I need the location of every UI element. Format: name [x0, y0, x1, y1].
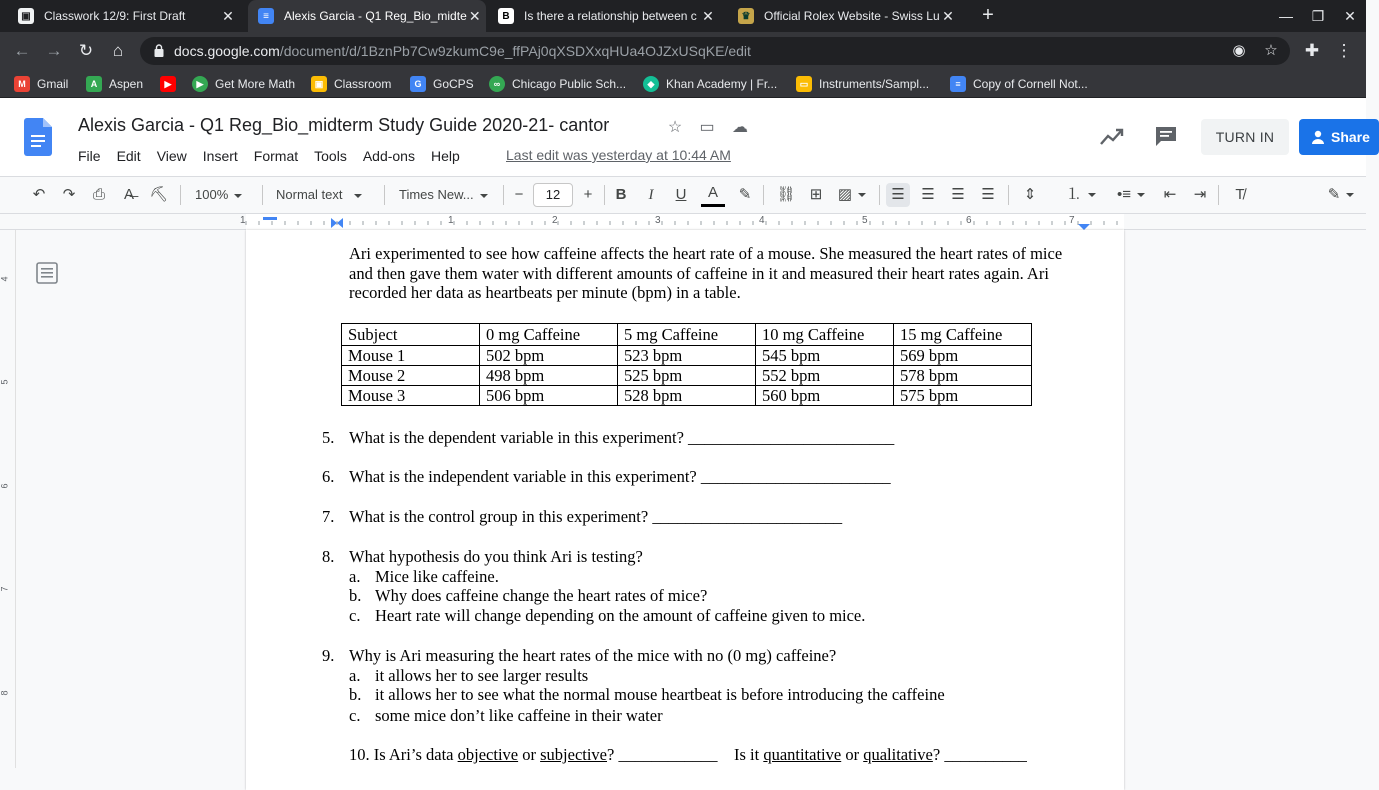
add-person-icon [1311, 129, 1327, 145]
table-header-cell: 15 mg Caffeine [894, 324, 1032, 346]
table-cell: 528 bpm [618, 386, 756, 406]
formatting-toolbar [0, 176, 1366, 214]
new-tab-button[interactable]: + [982, 4, 994, 26]
clear-formatting-icon[interactable]: T̸ [1235, 186, 1245, 203]
table-cell: 575 bpm [894, 386, 1032, 406]
toolbar-separator [1008, 185, 1009, 205]
rolex-icon: ♛ [738, 8, 754, 24]
table-header-cell: 0 mg Caffeine [480, 324, 618, 346]
extensions-icon[interactable]: ✚ [1304, 41, 1320, 60]
brainly-icon: B [498, 8, 514, 24]
tab-title: Is there a relationship between c [524, 9, 697, 23]
toolbar-separator [879, 185, 880, 205]
chevron-down-icon [1137, 193, 1145, 197]
ruler-number: 4 [759, 215, 765, 226]
align-right-icon[interactable]: ☰ [951, 186, 965, 203]
ruler-number: 7 [0, 586, 10, 592]
tab-relationship[interactable] [488, 0, 726, 32]
gocps-icon: G [410, 76, 426, 92]
chevron-down-icon [1088, 193, 1096, 197]
toolbar-separator [503, 185, 504, 205]
question-number: 8. [322, 547, 335, 566]
ruler-number: 5 [0, 379, 10, 385]
add-comment-icon[interactable]: ⊞ [809, 186, 823, 203]
answer-option: a. Mice like caffeine. [349, 567, 499, 586]
bookmark-classroom[interactable]: ▣ Classroom [311, 76, 391, 92]
minimize-icon[interactable]: — [1279, 8, 1293, 24]
close-tab-icon[interactable]: ✕ [468, 7, 481, 24]
comment-history-icon[interactable] [1154, 125, 1178, 147]
bulleted-list-icon[interactable]: •≡ [1110, 183, 1152, 207]
question-text: What is the independent variable in this experiment? _______________________ [349, 467, 891, 486]
question-7 [322, 507, 842, 527]
bookmark-cps[interactable]: ∞ Chicago Public Sch... [489, 76, 626, 92]
classroom-icon: ▣ [311, 76, 327, 92]
align-justify-icon[interactable]: ☰ [981, 186, 995, 203]
move-folder-icon[interactable]: ▭ [699, 119, 715, 136]
chevron-down-icon [1346, 193, 1354, 197]
toolbar-separator [763, 185, 764, 205]
ruler-number: 1 [448, 215, 454, 226]
align-left-icon[interactable]: ☰ [886, 183, 910, 207]
gmail-icon: M [14, 76, 30, 92]
answer-option: c. some mice don’t like caffeine in their water [349, 706, 663, 725]
forward-icon[interactable]: → [45, 41, 63, 60]
question-number: 9. [322, 646, 335, 665]
increase-indent-icon[interactable]: ⇥ [1193, 186, 1207, 203]
ruler-track [240, 214, 1124, 230]
question-text: Why is Ari measuring the heart rates of the mice with no (0 mg) caffeine? [349, 646, 837, 665]
bookmark-cornell[interactable]: ≡ Copy of Cornell Not... [950, 76, 1088, 92]
insert-image-icon[interactable]: ▨ [834, 183, 870, 207]
bookmark-gocps[interactable]: G GoCPS [410, 76, 474, 92]
table-cell: Mouse 1 [342, 346, 480, 366]
table-row [342, 346, 1032, 366]
reload-icon[interactable]: ↻ [78, 41, 94, 60]
chevron-down-icon [480, 194, 488, 198]
paint-format-icon[interactable]: ⛏ [149, 186, 169, 203]
ruler-number: 3 [655, 215, 661, 226]
ruler-number: 7 [1069, 215, 1075, 226]
folder-icon: ▭ [796, 76, 812, 92]
close-window-icon[interactable]: ✕ [1344, 8, 1356, 24]
vertical-ruler [0, 230, 16, 768]
document-outline-icon[interactable] [36, 262, 58, 284]
bookmarks-bar [0, 70, 1366, 98]
khan-icon: ◆ [643, 76, 659, 92]
ruler-number: 5 [862, 215, 868, 226]
menu-dots-icon[interactable]: ⋮ [1335, 41, 1353, 60]
bookmark-getmoremath[interactable]: ▶ Get More Math [192, 76, 295, 92]
table-header-cell: Subject [342, 324, 480, 346]
tab-title: Classwork 12/9: First Draft [44, 9, 186, 23]
editing-mode-icon[interactable]: ✎ [1322, 183, 1360, 207]
tab-classwork[interactable] [8, 0, 246, 32]
menu-edit[interactable]: Edit [116, 148, 141, 164]
lock-icon [154, 44, 164, 57]
table-cell: 523 bpm [618, 346, 756, 366]
tab-title: Alexis Garcia - Q1 Reg_Bio_midte [284, 9, 467, 23]
table-cell: 578 bpm [894, 366, 1032, 386]
question-10: 10. Is Ari’s data objective or subjective? ____________ Is it quantitative or qualitative? __________ [349, 745, 1027, 764]
table-header-cell: 5 mg Caffeine [618, 324, 756, 346]
table-cell: Mouse 3 [342, 386, 480, 406]
address-bar[interactable] [140, 37, 1290, 65]
answer-option: b. it allows her to see what the normal mouse heartbeat is before introducing the caffeine [349, 685, 945, 704]
bookmark-youtube[interactable] [160, 76, 183, 92]
question-5 [322, 428, 894, 448]
close-tab-icon[interactable]: ✕ [222, 7, 234, 24]
bookmark-gmail[interactable]: M Gmail [14, 76, 68, 92]
toolbar-separator [384, 185, 385, 205]
increase-font-size-icon[interactable]: + [583, 186, 593, 203]
share-label: Share [1331, 129, 1370, 145]
bookmark-khan[interactable]: ◆ Khan Academy | Fr... [643, 76, 777, 92]
question-9 [322, 646, 836, 666]
home-icon[interactable]: ⌂ [112, 41, 124, 60]
ruler-ticks [246, 214, 1124, 230]
table-cell: 498 bpm [480, 366, 618, 386]
ruler-number: 8 [0, 690, 10, 696]
menu-help[interactable]: Help [430, 148, 460, 164]
underline-icon[interactable]: U [675, 186, 687, 203]
paragraph-style-select[interactable]: Normal text [276, 183, 376, 207]
answer-option: b. Why does caffeine change the heart rates of mice? [349, 586, 708, 605]
question-text: What hypothesis do you think Ari is testing? [349, 547, 643, 566]
tab-study-guide[interactable] [248, 0, 486, 32]
last-edit-link[interactable]: Last edit was yesterday at 10:44 AM [506, 147, 731, 163]
menu-tools[interactable]: Tools [314, 148, 347, 164]
menu-insert[interactable]: Insert [202, 148, 238, 164]
docs-icon: ≡ [258, 8, 274, 24]
caffeine-data-table [341, 323, 1032, 406]
decrease-indent-icon[interactable]: ⇤ [1163, 186, 1177, 203]
table-cell: 560 bpm [756, 386, 894, 406]
toolbar-separator [180, 185, 181, 205]
spellcheck-icon[interactable]: A̶ [123, 186, 134, 203]
question-number: 5. [322, 428, 335, 447]
font-family-select[interactable]: Times New... [399, 183, 499, 207]
horizontal-ruler [0, 214, 1366, 230]
ruler-number: 2 [552, 215, 558, 226]
italic-icon[interactable]: I [648, 187, 654, 203]
table-header-row [342, 324, 1032, 346]
answer-option: c. Heart rate will change depending on the amount of caffeine given to mice. [349, 606, 866, 625]
toolbar-separator [604, 185, 605, 205]
table-cell: 569 bpm [894, 346, 1032, 366]
question-text: What is the control group in this experiment? _______________________ [349, 507, 843, 526]
menu-format[interactable]: Format [253, 148, 299, 164]
restore-icon[interactable]: ❐ [1311, 8, 1325, 24]
classroom-icon: ▣ [18, 8, 34, 24]
table-cell: Mouse 2 [342, 366, 480, 386]
back-icon[interactable]: ← [13, 41, 31, 60]
turn-in-button[interactable]: TURN IN [1201, 119, 1289, 155]
font-size-input[interactable]: 12 [533, 183, 573, 207]
bold-icon[interactable]: B [615, 186, 627, 203]
answer-option: a. it allows her to see larger results [349, 666, 589, 685]
question-text: What is the dependent variable in this experiment? _________________________ [349, 428, 895, 447]
bookmark-star-icon[interactable]: ☆ [1264, 42, 1278, 59]
table-cell: 525 bpm [618, 366, 756, 386]
document-title[interactable]: Alexis Garcia - Q1 Reg_Bio_midterm Study Guide 2020-21- cantor [78, 115, 610, 135]
insert-link-icon[interactable]: ⛓ [776, 186, 796, 203]
activity-dashboard-icon[interactable] [1100, 127, 1124, 147]
highlight-color-icon[interactable]: ✎ [738, 186, 752, 203]
numbered-list-icon[interactable]: ⒈ [1060, 183, 1102, 207]
youtube-icon: ▶ [160, 76, 176, 92]
star-icon[interactable]: ☆ [667, 119, 683, 136]
getmoremath-icon: ▶ [192, 76, 208, 92]
menu-addons[interactable]: Add-ons [362, 148, 415, 164]
align-center-icon[interactable]: ☰ [921, 186, 935, 203]
browser-toolbar [0, 32, 1366, 70]
chevron-down-icon [234, 194, 242, 198]
docs-icon: ≡ [950, 76, 966, 92]
menu-file[interactable]: File [78, 148, 101, 164]
toolbar-separator [1218, 185, 1219, 205]
table-row [342, 386, 1032, 406]
docs-logo-icon[interactable] [24, 118, 52, 156]
share-button[interactable] [1299, 119, 1379, 155]
bookmark-aspen[interactable]: A Aspen [86, 76, 143, 92]
zoom-select[interactable]: 100% [195, 183, 255, 207]
question-8 [322, 547, 643, 567]
table-row [342, 366, 1032, 386]
undo-icon[interactable]: ↶ [32, 186, 46, 203]
chevron-down-icon [858, 193, 866, 197]
aspen-icon: A [86, 76, 102, 92]
ruler-number: 6 [0, 483, 10, 489]
browser-tab-strip [0, 0, 1366, 32]
cps-icon: ∞ [489, 76, 505, 92]
document-page[interactable] [246, 230, 1124, 790]
table-header-cell: 10 mg Caffeine [756, 324, 894, 346]
chevron-down-icon [354, 194, 362, 198]
docs-header [0, 98, 1370, 176]
ruler-number: 6 [966, 215, 972, 226]
bookmark-instruments[interactable]: ▭ Instruments/Sampl... [796, 76, 929, 92]
url-text: docs.google.com/document/d/1BznPb7Cw9zkumC9e_ffPAj0qXSDXxqHUa4OJZxUSqKE/edit [174, 43, 751, 59]
table-cell: 545 bpm [756, 346, 894, 366]
document-canvas[interactable] [0, 230, 1366, 768]
question-number: 7. [322, 507, 335, 526]
ruler-number: 4 [0, 276, 10, 282]
redo-icon[interactable]: ↷ [62, 186, 76, 203]
tab-title: Official Rolex Website - Swiss Lu [764, 9, 940, 23]
table-cell: 502 bpm [480, 346, 618, 366]
line-spacing-icon[interactable]: ⇕ [1023, 186, 1037, 203]
close-tab-icon[interactable]: ✕ [942, 7, 954, 24]
ruler-number: 1 [240, 215, 246, 226]
menu-bar [70, 145, 468, 167]
decrease-font-size-icon[interactable]: − [514, 186, 524, 203]
intro-paragraph: Ari experimented to see how caffeine affects the heart rate of a mouse. She measured the heart rates of mice and then gave them water with different amounts of caffeine in it and measured their heart rates again. Ari recorded her data as heartbeats per minute (bpm) in a table. [349, 244, 1063, 303]
tab-rolex[interactable] [728, 0, 966, 32]
print-icon[interactable]: ⎙ [92, 186, 105, 203]
toolbar-separator [262, 185, 263, 205]
question-number: 10. [349, 745, 370, 764]
table-cell: 552 bpm [756, 366, 894, 386]
tracking-off-icon[interactable]: ◉ [1232, 42, 1246, 59]
menu-view[interactable]: View [156, 148, 187, 164]
table-cell: 506 bpm [480, 386, 618, 406]
question-number: 6. [322, 467, 335, 486]
cloud-saved-icon[interactable]: ☁ [732, 119, 748, 136]
question-6 [322, 467, 891, 487]
text-color-icon[interactable]: A [701, 183, 725, 207]
close-tab-icon[interactable]: ✕ [702, 7, 714, 24]
